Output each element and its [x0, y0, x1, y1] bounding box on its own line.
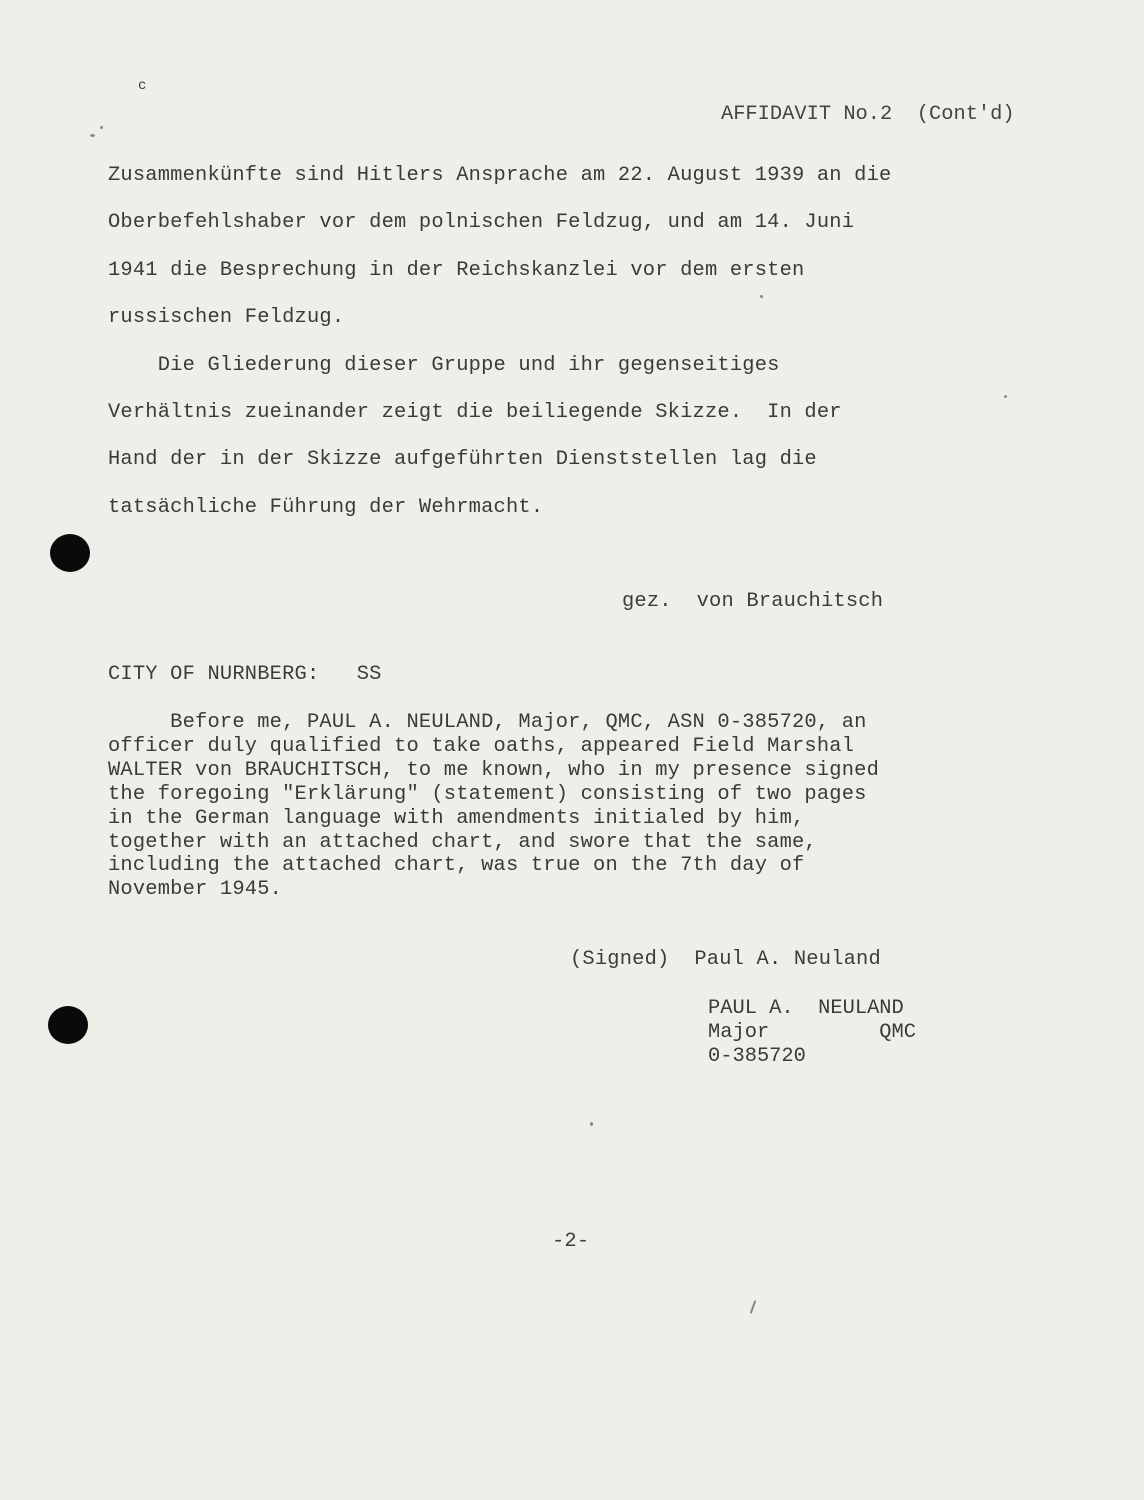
german-line: tatsächliche Führung der Wehrmacht.	[108, 495, 544, 519]
affidavit-title: AFFIDAVIT No.2	[720, 103, 893, 126]
signatory-name: PAUL A. NEULAND	[708, 997, 904, 1020]
german-line: russischen Feldzug.	[108, 306, 345, 330]
header-mark: c	[138, 78, 147, 94]
english-line: November 1945.	[108, 878, 283, 902]
german-line: Oberbefehlshaber vor dem polnischen Feldzug, und am 14. Juni	[108, 211, 855, 235]
german-line: 1941 die Besprechung in der Reichskanzlei vor dem ersten	[108, 258, 805, 282]
punch-hole-bottom	[48, 1006, 88, 1044]
paper-speck	[590, 1122, 593, 1126]
venue-line: CITY OF NURNBERG: SS	[108, 663, 382, 686]
signatory-serial: 0-385720	[708, 1045, 806, 1068]
german-line: Verhältnis zueinander zeigt die beiliegende Skizze. In der	[108, 401, 842, 425]
english-line: together with an attached chart, and swore that the same,	[108, 830, 817, 854]
german-line: Die Gliederung dieser Gruppe und ihr gegenseitiges	[108, 353, 780, 377]
english-line: the foregoing "Erklärung" (statement) consisting of two pages	[108, 782, 867, 806]
english-line: in the German language with amendments initialed by him,	[108, 806, 805, 830]
english-jurat	[108, 711, 1008, 902]
german-text	[108, 152, 1018, 531]
paper-speck	[90, 134, 95, 137]
signatory-rank: Major QMC	[708, 1021, 917, 1044]
signed-line: (Signed) Paul A. Neuland	[570, 948, 881, 971]
affidavit-header	[672, 80, 1015, 149]
english-line: including the attached chart, was true on the 7th day of	[108, 854, 805, 878]
german-signature: gez. von Brauchitsch	[622, 590, 884, 613]
german-line: Hand der in der Skizze aufgeführten Dienststellen lag die	[108, 448, 817, 472]
continued-label: (Cont'd)	[916, 103, 1015, 126]
punch-hole-top	[50, 534, 90, 572]
english-line: officer duly qualified to take oaths, appeared Field Marshal	[108, 734, 855, 758]
english-line: WALTER von BRAUCHITSCH, to me known, who in my presence signed	[108, 758, 880, 782]
german-line: Zusammenkünfte sind Hitlers Ansprache am 22. August 1939 an die	[108, 164, 892, 187]
english-line: Before me, PAUL A. NEULAND, Major, QMC, ASN 0-385720, an	[108, 711, 867, 734]
paper-speck	[750, 1300, 757, 1314]
page-number: -2-	[552, 1230, 590, 1253]
signature-block	[708, 997, 916, 1069]
paper-speck	[100, 126, 103, 129]
